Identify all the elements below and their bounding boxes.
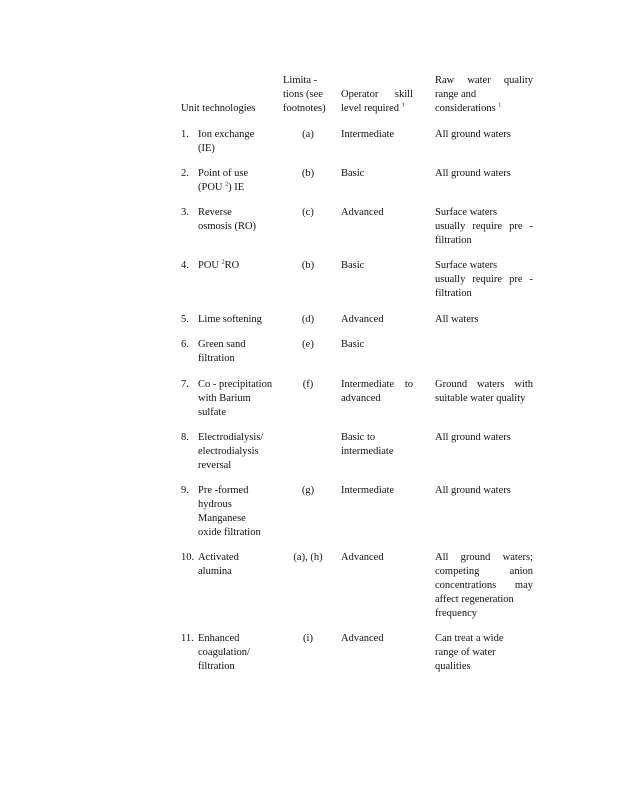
unit-line: reversal [198,460,232,471]
table-row-4-unit [181,259,239,273]
unit-line: oxide filtration [198,527,261,538]
raw-line: qualities [435,661,471,672]
row-number: 2. [181,168,189,179]
raw-line: filtration [435,235,472,246]
table-row-2-raw: All ground waters [435,168,511,179]
raw-line: filtration [435,288,472,299]
table-row-1-raw: All ground waters [435,129,511,140]
raw-line: Surface waters [435,207,498,218]
unit-line: ) IE [228,182,245,193]
header-raw-water [435,74,533,116]
table-row-5-limitation: (d) [301,314,315,325]
table-row-10-operator: Advanced [341,552,384,563]
unit-line: with Barium [198,393,251,404]
table-row-2-operator: Basic [341,168,365,179]
table-row-8-unit [181,431,263,473]
unit-line: Reverse [198,207,232,218]
row-number: 9. [181,485,189,496]
unit-line: filtration [198,353,235,364]
unit-line: (POU [198,182,223,193]
header-raw-line-3: considerations [435,103,496,114]
unit-line: electrodialysis [198,446,259,457]
unit-line: coagulation/ [198,647,250,658]
table-row-2-limitation: (b) [301,168,315,179]
unit-line: sulfate [198,407,226,418]
table-row-11-limitation: (i) [303,633,313,644]
footnote-mark: 2 [225,181,229,188]
footnote-mark: 2 [221,259,225,266]
header-operator-line-1: Operator skill [341,89,413,100]
table-row-7-unit [181,378,272,420]
unit-line: Activated [198,552,239,563]
table-row-1-limitation: (a) [302,129,314,140]
row-number: 10. [181,552,195,563]
table-row-1-unit [181,128,254,156]
unit-line: filtration [198,661,235,672]
row-number: 11. [181,633,194,644]
table-row-5-unit [181,313,262,327]
table-row-6-unit [181,338,246,366]
unit-line: Point of use [198,168,249,179]
header-operator-footnote: 1 [401,102,405,109]
raw-line: Surface waters [435,260,498,271]
raw-line: affect regeneration [435,594,514,605]
header-operator-line-2: level required [341,103,400,114]
table-row-9-limitation: (g) [301,485,315,496]
header-operator-skill [341,88,413,116]
operator-line: Intermediate to [341,379,413,390]
unit-line: POU [198,260,220,271]
unit-line: Ion exchange [198,129,255,140]
unit-line: hydrous [198,499,232,510]
table-row-7-raw [435,378,533,406]
table-row-7-limitation: (f) [302,379,314,390]
table-row-1-operator: Intermediate [341,129,395,140]
table-row-5-operator: Advanced [341,314,384,325]
table-row-3-limitation: (c) [302,207,314,218]
raw-line: range of water [435,647,496,658]
header-raw-line-1: Raw water quality [435,75,533,86]
unit-line: Pre -formed [198,485,249,496]
row-number: 3. [181,207,189,218]
raw-line: Can treat a wide [435,633,504,644]
operator-line: advanced [341,393,381,404]
table-row-9-unit [181,484,261,540]
header-limitations-line-3: footnotes) [283,103,326,114]
operator-line: Basic to [341,432,376,443]
row-number: 4. [181,260,189,271]
table-row-4-operator: Basic [341,260,365,271]
row-number: 5. [181,314,189,325]
table-row-9-raw: All ground waters [435,485,511,496]
row-number: 8. [181,432,189,443]
unit-line: RO [224,260,240,271]
table-row-2-unit [181,167,248,195]
header-limitations-line-1: Limita - [283,75,318,86]
raw-line: usually require pre - [435,274,533,285]
header-raw-footnote: 1 [498,102,502,109]
header-limitations-line-2: tions (see [283,89,323,100]
unit-line: Co - precipitation [198,379,273,390]
raw-line: All ground waters; [435,552,533,563]
table-row-5-raw: All waters [435,314,479,325]
raw-line: concentrations may [435,580,533,591]
table-row-10-raw [435,551,533,621]
table-row-4-limitation: (b) [301,260,315,271]
table-row-7-operator [341,378,413,406]
unit-line: Green sand [198,339,246,350]
raw-line: Ground waters with [435,379,533,390]
table-row-8-raw: All ground waters [435,432,511,443]
table-row-8-operator [341,431,393,459]
table-row-10-limitation: (a), (h) [293,552,323,563]
row-number: 6. [181,339,189,350]
unit-line: osmosis (RO) [198,221,257,232]
header-limitations [283,74,325,116]
header-unit-label: Unit technologies [181,103,256,114]
unit-line: alumina [198,566,232,577]
table-row-9-operator: Intermediate [341,485,395,496]
table-row-11-raw [435,632,533,674]
unit-line: Enhanced [198,633,240,644]
header-unit-technologies [181,102,255,116]
table-row-11-operator: Advanced [341,633,384,644]
row-number: 7. [181,379,189,390]
unit-line: (IE) [198,143,215,154]
table-row-6-limitation: (e) [302,339,314,350]
unit-line: Manganese [198,513,246,524]
header-raw-line-2: range and [435,89,477,100]
row-number: 1. [181,129,189,140]
operator-line: intermediate [341,446,394,457]
raw-line: competing anion [435,566,533,577]
raw-line: frequency [435,608,477,619]
raw-line: usually require pre - [435,221,533,232]
table-row-3-raw [435,206,533,248]
table-row-4-raw [435,259,533,301]
table-row-11-unit [181,632,250,674]
table-row-3-unit [181,206,256,234]
unit-line: Lime softening [198,314,262,325]
table-row-6-operator: Basic [341,339,365,350]
table-row-3-operator: Advanced [341,207,384,218]
unit-line: Electrodialysis/ [198,432,264,443]
raw-line: suitable water quality [435,393,526,404]
table-row-10-unit [181,551,239,579]
